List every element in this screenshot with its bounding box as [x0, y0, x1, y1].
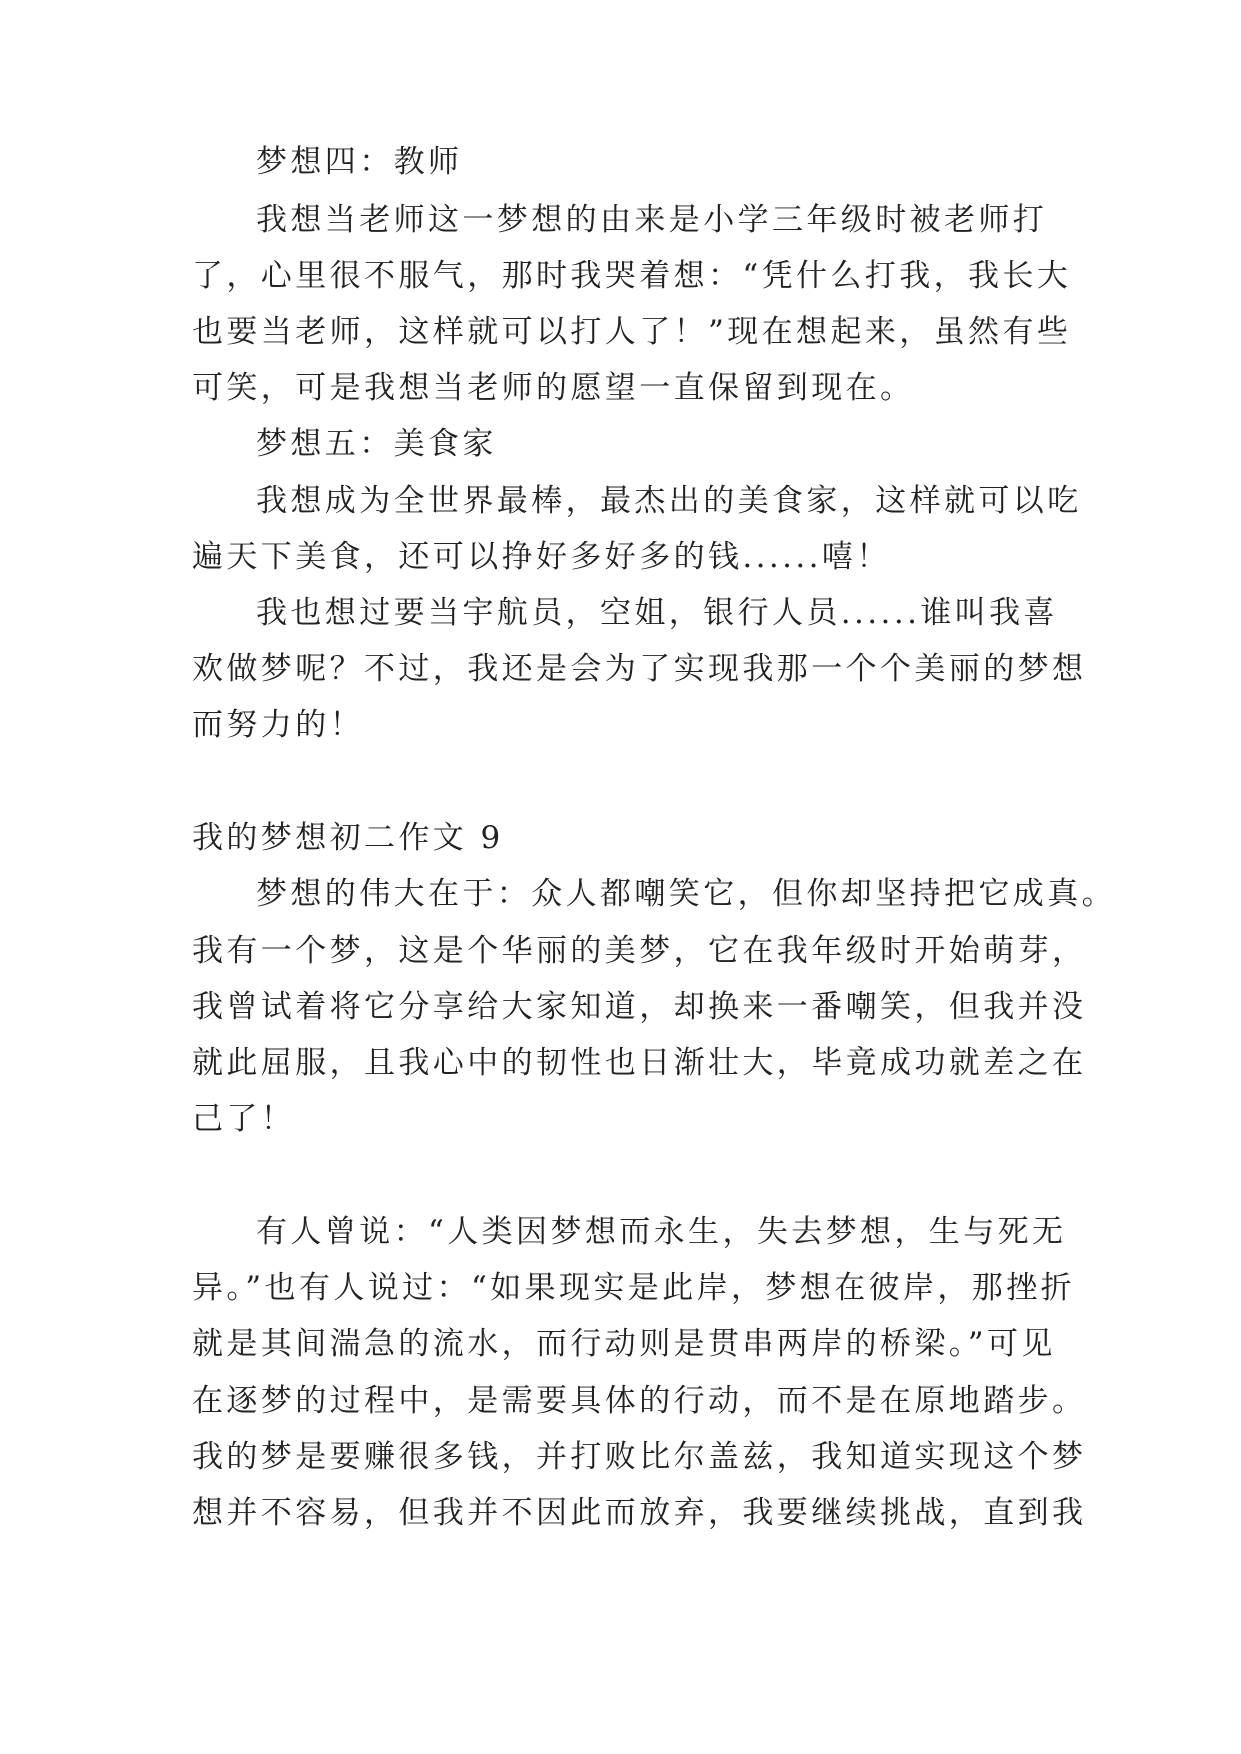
paragraph-line: 想并不容易，但我并不因此而放弃，我要继续挑战，直到我 [192, 1495, 1087, 1531]
paragraph-line: 有人曾说：“人类因梦想而永生，失去梦想，生与死无 [256, 1214, 1067, 1250]
paragraph-line: 欢做梦呢？不过，我还是会为了实现我那一个个美丽的梦想 [192, 651, 1087, 687]
paragraph-line: 我的梦是要赚很多钱，并打败比尔盖兹，我知道实现这个梦 [192, 1439, 1087, 1475]
section-heading-dream-four: 梦想四：教师 [256, 144, 463, 180]
paragraph-line: 了，心里很不服气，那时我哭着想：“凭什么打我，我长大 [192, 258, 1072, 294]
section-heading-dream-five: 梦想五：美食家 [256, 426, 497, 462]
paragraph-line: 我有一个梦，这是个华丽的美梦，它在我年级时开始萌芽， [192, 933, 1087, 969]
paragraph-line: 而努力的！ [192, 707, 364, 743]
essay-title: 我的梦想初二作文 9 [192, 820, 504, 856]
paragraph-line: 我曾试着将它分享给大家知道，却换来一番嘲笑，但我并没 [192, 989, 1087, 1025]
paragraph-line: 异。”也有人说过：“如果现实是此岸，梦想在彼岸，那挫折 [192, 1270, 1075, 1306]
paragraph-line: 也要当老师，这样就可以打人了！”现在想起来，虽然有些 [192, 314, 1072, 350]
paragraph-line: 可笑，可是我想当老师的愿望一直保留到现在。 [192, 370, 915, 406]
paragraph-line: 在逐梦的过程中，是需要具体的行动，而不是在原地踏步。 [192, 1383, 1087, 1419]
paragraph-line: 我想当老师这一梦想的由来是小学三年级时被老师打 [256, 202, 1048, 238]
paragraph-line: 己了！ [192, 1101, 296, 1137]
paragraph-line: 就此屈服，且我心中的韧性也日渐壮大，毕竟成功就差之在 [192, 1045, 1087, 1081]
paragraph-line: 我想成为全世界最棒，最杰出的美食家，这样就可以吃 [256, 483, 1082, 519]
paragraph-line: 就是其间湍急的流水，而行动则是贯串两岸的桥梁。”可见 [192, 1326, 1056, 1362]
paragraph-line: 遍天下美食，还可以挣好多好多的钱......嘻！ [192, 539, 891, 575]
paragraph-line: 梦想的伟大在于：众人都嘲笑它，但你却坚持把它成真。 [256, 876, 1116, 912]
paragraph-line: 我也想过要当宇航员，空姐，银行人员......谁叫我喜 [256, 595, 1058, 631]
